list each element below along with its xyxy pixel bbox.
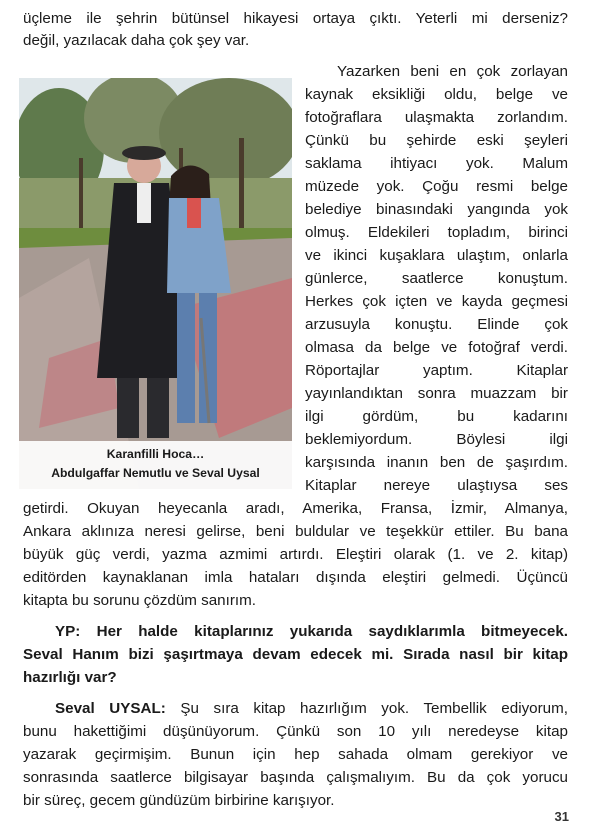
body-text-line: arzusuyla konuştu. Elinde çok xyxy=(305,316,568,333)
body-text-line: değil, yazılacak daha çok şey var. xyxy=(23,32,250,49)
body-text-line: fotoğraflara ulaşmakta zorlandım. xyxy=(305,109,568,126)
body-text-line: bir süreç, gecem gündüzüm birbirine karışıyor. xyxy=(23,792,335,809)
answer-text: Şu sıra kitap hazırlığım yok. Tembellik ediyorum, xyxy=(165,700,568,717)
body-text-line: Röportajlar yaptım. Kitaplar xyxy=(305,362,568,379)
answer-first-line xyxy=(23,698,568,720)
body-text-line: sonrasında saatlerce bilgisayar başında çalışmalıyım. Bu da çok yorucu xyxy=(23,769,568,786)
body-text-line: olmasa da belge ve fotoğraf verdi. xyxy=(305,339,568,356)
photo-caption-line: Abdulgaffar Nemutlu ve Seval Uysal xyxy=(51,466,260,480)
page-number: 31 xyxy=(554,809,569,824)
photo-caption xyxy=(19,441,292,489)
photo-figure xyxy=(19,78,292,489)
park-photo xyxy=(19,78,292,489)
answer-speaker: Seval UYSAL: xyxy=(55,700,166,717)
body-text-line: günlerce, saatlerce konuştum. xyxy=(305,270,568,287)
body-text-line: ilgi gördüm, bu kadarını xyxy=(305,408,568,425)
body-text-line: üçleme ile şehrin bütünsel hikayesi ortaya çıktı. Yeterli mi derseniz? xyxy=(23,10,568,27)
body-text-line: saklama ihtiyacı yok. Malum xyxy=(305,155,568,172)
body-text-line: Yazarken beni en çok zorlayan xyxy=(337,63,568,80)
body-text-line: editörden kaynaklanan imla hataları dışında eleştiri gelmedi. Üçüncü xyxy=(23,569,568,586)
body-text-line: yayınlandıktan sonra muazzam bir xyxy=(305,385,568,402)
body-text-line: Kitaplar nereye ulaştıysa ses xyxy=(305,477,568,494)
body-text-line: Herkes çok içten ve kayda geçmesi xyxy=(305,293,568,310)
question-line: Seval Hanım bizi şaşırtmaya devam edecek mi. Sırada nasıl bir kitap xyxy=(23,646,568,663)
body-text-line: kitapta bu sorunu çözdüm sanırım. xyxy=(23,592,256,609)
body-text-line: müzede yok. Çoğu resmi belge xyxy=(305,178,568,195)
body-text-line: büyük güç verdi, yazma azmimi artırdı. Eleştiri olarak (1. ve 2. kitap) xyxy=(23,546,568,563)
photo-caption-line: Karanfilli Hoca… xyxy=(106,447,205,461)
body-text-line: Ankara aklınıza neresi gelirse, beni buldular ve teşekkür ettiler. Bu bana xyxy=(23,523,568,540)
body-text-line: bunu hakettiğimi düşünüyorum. Çünkü son 10 yılı neredeyse kitap xyxy=(23,723,568,740)
body-text-line: yazarak geçirmişim. Bunun için hep sahada olmam gerekiyor ve xyxy=(23,746,568,763)
body-text-line: beklemiyordum. Böylesi ilgi xyxy=(305,431,568,448)
question-line: YP: Her halde kitaplarınız yukarıda saydıklarımla bitmeyecek. xyxy=(55,623,568,640)
body-text-line: olmuş. Eldekileri topladım, birinci xyxy=(305,224,568,241)
question-line: hazırlığı var? xyxy=(23,669,117,686)
body-text-line: karşısında inanın ben de şaşırdım. xyxy=(305,454,568,471)
body-text-line: belediye binasındaki yangında yok xyxy=(305,201,568,218)
body-text-line: kaynak eksikliği oldu, belge ve xyxy=(305,86,568,103)
body-text-line: getirdi. Okuyan heyecanla aradı, Amerika, Fransa, İzmir, Almanya, xyxy=(23,500,568,517)
body-text-line: ve ikinci kuşaklara ulaştım, onlarla xyxy=(305,247,568,264)
body-text-line: Çünkü bu şehirde eski şeyleri xyxy=(305,132,568,149)
